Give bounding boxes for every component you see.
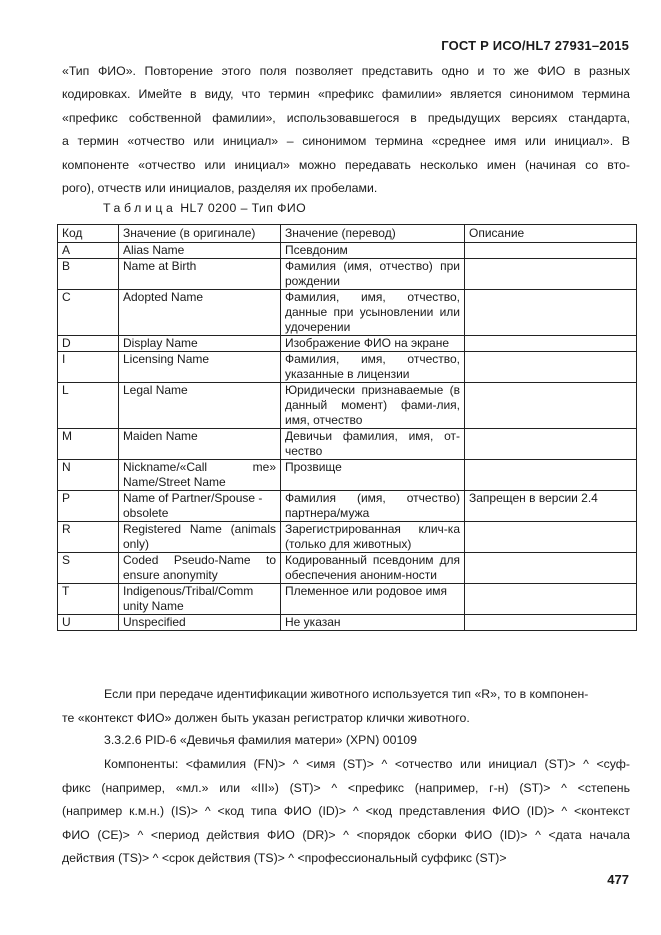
cell-translation: Юридически признаваемые (в данный момент) фами-лия, имя, отчество bbox=[281, 383, 465, 429]
cell-description bbox=[465, 243, 637, 259]
animal-note-paragraph bbox=[62, 683, 630, 731]
table-row bbox=[58, 336, 637, 352]
text-line: рого), отчеств или инициалов, разделяя их пробелами. bbox=[62, 180, 378, 195]
table-row bbox=[58, 553, 637, 584]
table-row bbox=[58, 290, 637, 336]
cell-description bbox=[465, 460, 637, 491]
cell-original: Unspecified bbox=[119, 615, 281, 631]
table-caption bbox=[103, 201, 306, 215]
intro-paragraph bbox=[62, 60, 630, 200]
cell-original: Indigenous/Tribal/Comm unity Name bbox=[119, 584, 281, 615]
cell-original: Maiden Name bbox=[119, 429, 281, 460]
text-line: те «контекст ФИО» должен быть указан регистратор клички животного. bbox=[62, 711, 470, 725]
text-line: компоненте «отчество или инициал» можно передавать несколько имен (начиная со вто- bbox=[62, 157, 630, 172]
table-row bbox=[58, 491, 637, 522]
section-heading: 3.3.2.6 PID-6 «Девичья фамилия матери» (XPN) 00109 bbox=[104, 733, 417, 747]
cell-translation: Кодированный псевдоним для обеспечения аноним-ности bbox=[281, 553, 465, 584]
cell-code: P bbox=[58, 491, 119, 522]
header-code: Код bbox=[58, 225, 119, 243]
cell-description bbox=[465, 290, 637, 336]
document-header: ГОСТ Р ИСО/HL7 27931–2015 bbox=[441, 38, 629, 53]
components-paragraph bbox=[62, 753, 630, 871]
cell-translation: Фамилия (имя, отчество) при рождении bbox=[281, 259, 465, 290]
cell-translation: Псевдоним bbox=[281, 243, 465, 259]
table-row bbox=[58, 522, 637, 553]
cell-code: C bbox=[58, 290, 119, 336]
table-caption-rest: HL7 0200 – Тип ФИО bbox=[180, 201, 307, 215]
text-line: Если при передаче идентификации животного используется тип «R», то в компонен- bbox=[104, 687, 589, 701]
cell-translation: Фамилия (имя, отчество) партнера/мужа bbox=[281, 491, 465, 522]
cell-translation: Изображение ФИО на экране bbox=[281, 336, 465, 352]
cell-translation: Девичьи фамилия, имя, от-чество bbox=[281, 429, 465, 460]
cell-code: T bbox=[58, 584, 119, 615]
cell-description bbox=[465, 553, 637, 584]
table-row bbox=[58, 460, 637, 491]
cell-original: Display Name bbox=[119, 336, 281, 352]
cell-description bbox=[465, 336, 637, 352]
cell-code: L bbox=[58, 383, 119, 429]
cell-code: I bbox=[58, 352, 119, 383]
text-line: «префикс собственной фамилии», использовавшегося в предыдущих версиях стандарта, bbox=[62, 110, 630, 125]
text-line: ФИО (CE)> ^ <период действия ФИО (DR)> ^ <порядок сборки ФИО (ID)> ^ <дата начала bbox=[62, 827, 630, 842]
table-row bbox=[58, 615, 637, 631]
name-type-table bbox=[57, 224, 637, 631]
cell-original: Legal Name bbox=[119, 383, 281, 429]
header-translation: Значение (перевод) bbox=[281, 225, 465, 243]
cell-original: Name of Partner/Spouse - obsolete bbox=[119, 491, 281, 522]
table-caption-word: Таблица bbox=[103, 201, 177, 215]
cell-original: Alias Name bbox=[119, 243, 281, 259]
cell-translation: Зарегистрированная клич-ка (только для животных) bbox=[281, 522, 465, 553]
table-row bbox=[58, 243, 637, 259]
cell-translation: Племенное или родовое имя bbox=[281, 584, 465, 615]
header-description: Описание bbox=[465, 225, 637, 243]
cell-code: M bbox=[58, 429, 119, 460]
table-header-row bbox=[58, 225, 637, 243]
text-line: действия (TS)> ^ <срок действия (TS)> ^ <профессиональный суффикс (ST)> bbox=[62, 851, 507, 865]
cell-code: S bbox=[58, 553, 119, 584]
text-line: фикс (например, «мл.» или «III») (ST)> ^ <префикс (например, г-н) (ST)> ^ <степень bbox=[62, 780, 630, 795]
cell-code: R bbox=[58, 522, 119, 553]
header-original: Значение (в оригинале) bbox=[119, 225, 281, 243]
cell-description bbox=[465, 615, 637, 631]
cell-translation: Прозвище bbox=[281, 460, 465, 491]
cell-code: A bbox=[58, 243, 119, 259]
cell-description bbox=[465, 584, 637, 615]
cell-description bbox=[465, 522, 637, 553]
table-row bbox=[58, 259, 637, 290]
table-row bbox=[58, 429, 637, 460]
cell-original: Registered Name (animals only) bbox=[119, 522, 281, 553]
cell-code: B bbox=[58, 259, 119, 290]
text-line: «Тип ФИО». Повторение этого поля позволяет представить одно и то же ФИО в разных bbox=[62, 64, 630, 78]
text-line: кодировках. Имейте в виду, что термин «префикс фамилии» является синонимом термина bbox=[62, 87, 630, 102]
table-row bbox=[58, 584, 637, 615]
text-line: (например к.м.н.) (IS)> ^ <код типа ФИО (ID)> ^ <код представления ФИО (ID)> ^ <контекст bbox=[62, 804, 630, 818]
cell-translation: Фамилия, имя, отчество, указанные в лицензии bbox=[281, 352, 465, 383]
cell-original: Licensing Name bbox=[119, 352, 281, 383]
cell-description bbox=[465, 383, 637, 429]
cell-original: Name at Birth bbox=[119, 259, 281, 290]
cell-translation: Фамилия, имя, отчество, данные при усыновлении или удочерении bbox=[281, 290, 465, 336]
cell-original: Coded Pseudo-Name to ensure anonymity bbox=[119, 553, 281, 584]
text-line: Компоненты: <фамилия (FN)> ^ <имя (ST)> ^ <отчество или инициал (ST)> ^ <суф- bbox=[104, 757, 630, 771]
cell-original: Nickname/«Call me» Name/Street Name bbox=[119, 460, 281, 491]
page-number: 477 bbox=[607, 872, 629, 887]
cell-code: N bbox=[58, 460, 119, 491]
cell-description bbox=[465, 352, 637, 383]
table-row bbox=[58, 383, 637, 429]
cell-description bbox=[465, 259, 637, 290]
table-row bbox=[58, 352, 637, 383]
cell-description: Запрещен в версии 2.4 bbox=[465, 491, 637, 522]
cell-translation: Не указан bbox=[281, 615, 465, 631]
cell-code: U bbox=[58, 615, 119, 631]
cell-code: D bbox=[58, 336, 119, 352]
cell-description bbox=[465, 429, 637, 460]
cell-original: Adopted Name bbox=[119, 290, 281, 336]
text-line: а термин «отчество или инициал» – синонимом термина «среднее имя или инициал». В bbox=[62, 134, 630, 149]
